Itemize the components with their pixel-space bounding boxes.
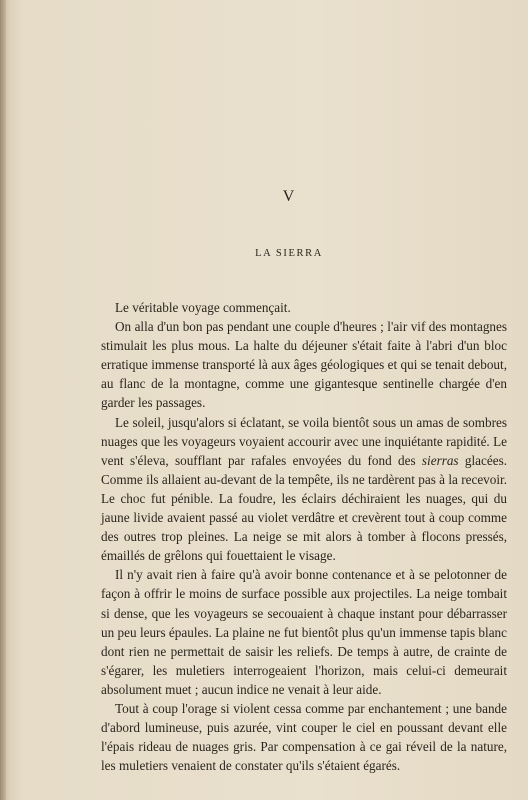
paragraph-text: Il n'y avait rien à faire qu'à avoir bonne contenance et à se pelotonner de façon à offrir le moins de surface possible aux projectiles. La neige tombait si dense, que les voyageurs se secouaient à chaque instant pour débarrasser un peu leurs épaules. La plaine ne fut bientôt plus qu'un immense tapis blanc dont rien ne permettait de saisir les reliefs. De temps à autre, de crainte de s'égarer, les muletiers interrogeaient l'horizon, mais celui-ci demeurait absolument muet ; aucun indice ne venait à leur aide. (101, 567, 507, 697)
chapter-number: V (282, 188, 296, 205)
page-binding-edge (0, 0, 6, 800)
chapter-body (101, 298, 507, 775)
paragraph-3 (101, 413, 507, 566)
italic-term: sierras (421, 452, 459, 468)
paragraph-text: glacées. Comme ils allaient au-devant de la tempête, ils ne tardèrent pas à la recevoir. Le choc fut pénible. La foudre, les éclairs déchiraient les nuages, qui du jaune livide avaient passé au violet verdâtre et crevèrent tout à coup comme des outres trop pleines. La neige se mit alors à tomber à flocons pressés, émaillés de grêlons qui fouettaient le visage. (101, 452, 507, 564)
paragraph-4 (101, 565, 507, 699)
paragraph-text: Le soleil, jusqu'alors si éclatant, se voila bientôt sous un amas de sombres nuages que les voyageurs voyaient accourir avec une inquiétante rapidité. Le vent s'éleva, soufflant par rafales envoyées du fond des (101, 414, 507, 468)
paragraph-text: Le véritable voyage commençait. (115, 300, 291, 315)
paragraph-text: Tout à coup l'orage si violent cessa comme par enchantement ; une bande d'abord lumineuse, puis azurée, vint couper le ciel en poussant devant elle l'épais rideau de nuages gris. Par compensation à ce gai réveil de la nature, les muletiers venaient de constater qu'ils s'étaient égarés. (101, 700, 507, 774)
paragraph-text: On alla d'un bon pas pendant une couple d'heures ; l'air vif des montagnes stimulait les plus mous. La halte du déjeuner s'était faite à l'abri d'un bloc erratique immense transporté là aux âges géologiques et qui se tenait debout, au flanc de la montagne, comme une gigantesque sentinelle chargée d'en garder les passages. (101, 319, 507, 411)
paragraph-2 (101, 317, 507, 412)
chapter-title: LA SIERRA (255, 248, 323, 259)
paragraph-1 (101, 298, 507, 317)
paragraph-5 (101, 699, 507, 775)
